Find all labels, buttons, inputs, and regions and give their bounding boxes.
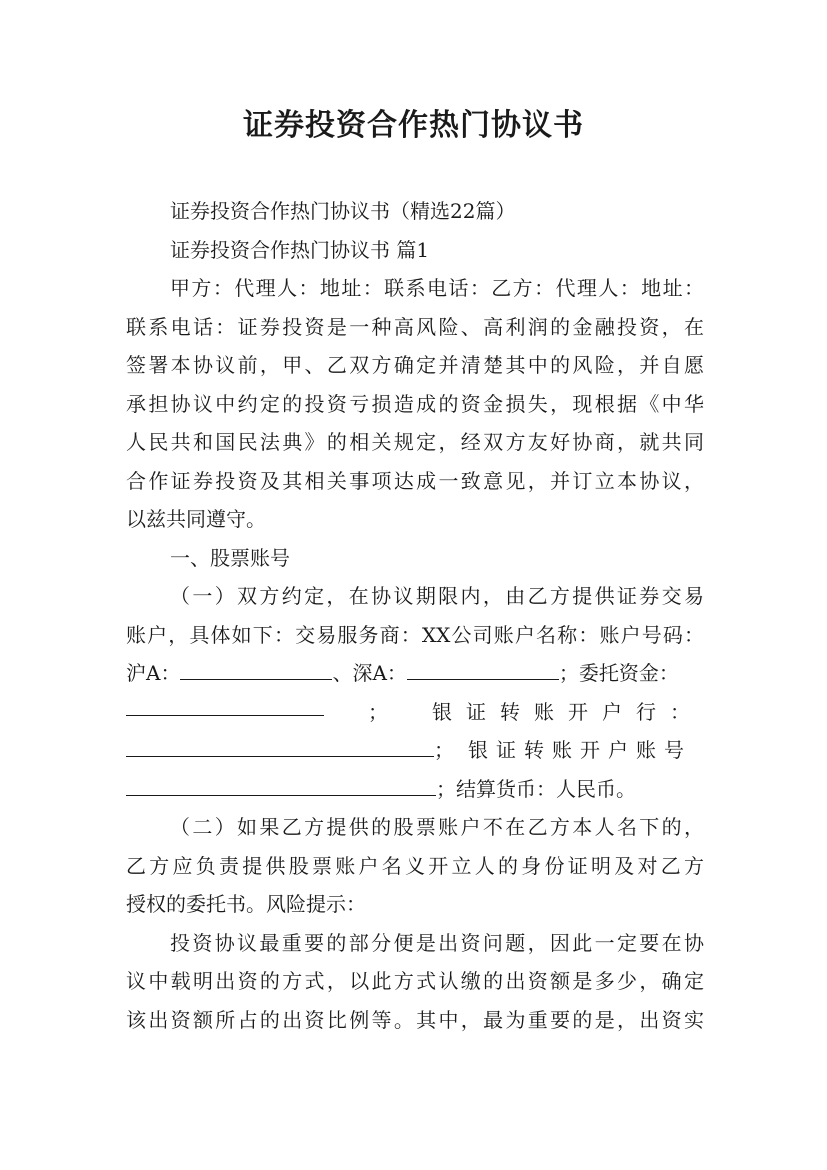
section-heading-stock-account: 一、股票账号 xyxy=(170,545,290,570)
separator: ； xyxy=(368,699,388,724)
paragraph-line: 联系电话：证券投资是一种高风险、高利润的金融投资，在 xyxy=(126,314,704,339)
bank-branch-label: 银证转账开户行： xyxy=(432,699,704,724)
clause-line: 账户，具体如下：交易服务商：XX公司账户名称：账户号码： xyxy=(126,622,704,647)
document-body xyxy=(126,192,704,1039)
entrust-label: ；委托资金： xyxy=(558,661,679,685)
clause-fill-line xyxy=(126,693,704,732)
paragraph-line: 承担协议中约定的投资亏损造成的资金损失，现根据《中华 xyxy=(126,391,704,416)
paragraph-line: 签署本协议前，甲、乙双方确定并清楚其中的风险，并自愿 xyxy=(126,353,704,377)
separator: ； xyxy=(434,738,454,762)
paragraph-line: 议中载明出资的方式，以此方式认缴的出资额是多少，确定 xyxy=(126,969,704,993)
clause-fill-line xyxy=(126,770,704,809)
document-title: 证券投资合作热门协议书 xyxy=(243,108,584,143)
sh-label: 沪A： xyxy=(126,661,181,685)
clause-fill-line xyxy=(126,654,704,693)
paragraph-line: 合作证券投资及其相关事项达成一致意见，并订立本协议， xyxy=(126,468,704,493)
clause-fill-line xyxy=(126,731,704,770)
paragraph-line: 以兹共同遵守。 xyxy=(126,507,266,531)
currency-text: ；结算货币：人民币。 xyxy=(436,776,636,801)
section-heading: 证券投资合作热门协议书 篇1 xyxy=(170,237,430,262)
subtitle: 证券投资合作热门协议书（精选22篇） xyxy=(170,199,516,223)
clause-line: （二）如果乙方提供的股票账户不在乙方本人名下的， xyxy=(170,815,704,839)
sh-account-blank[interactable] xyxy=(180,657,332,680)
clause-line: 乙方应负责提供股票账户名义开立人的身份证明及对乙方 xyxy=(126,853,704,878)
paragraph-line: 人民共和国民法典》的相关规定，经双方友好协商，就共同 xyxy=(126,430,704,454)
clause-line: （一）双方约定，在协议期限内，由乙方提供证券交易 xyxy=(170,584,704,608)
entrust-fund-blank[interactable] xyxy=(126,693,324,716)
bank-branch-blank[interactable] xyxy=(126,734,434,757)
paragraph-line: 投资协议最重要的部分便是出资问题，因此一定要在协 xyxy=(170,930,704,955)
bank-account-blank[interactable] xyxy=(126,773,436,796)
sz-label: 、深A： xyxy=(332,661,407,685)
paragraph-line: 甲方：代理人：地址：联系电话：乙方：代理人：地址： xyxy=(170,276,704,300)
paragraph-line: 该出资额所占的出资比例等。其中，最为重要的是，出资实 xyxy=(126,1007,704,1032)
bank-account-label: 银证转账开户账号 xyxy=(468,738,692,762)
clause-line: 授权的委托书。风险提示： xyxy=(126,892,366,916)
sz-account-blank[interactable] xyxy=(407,657,559,680)
